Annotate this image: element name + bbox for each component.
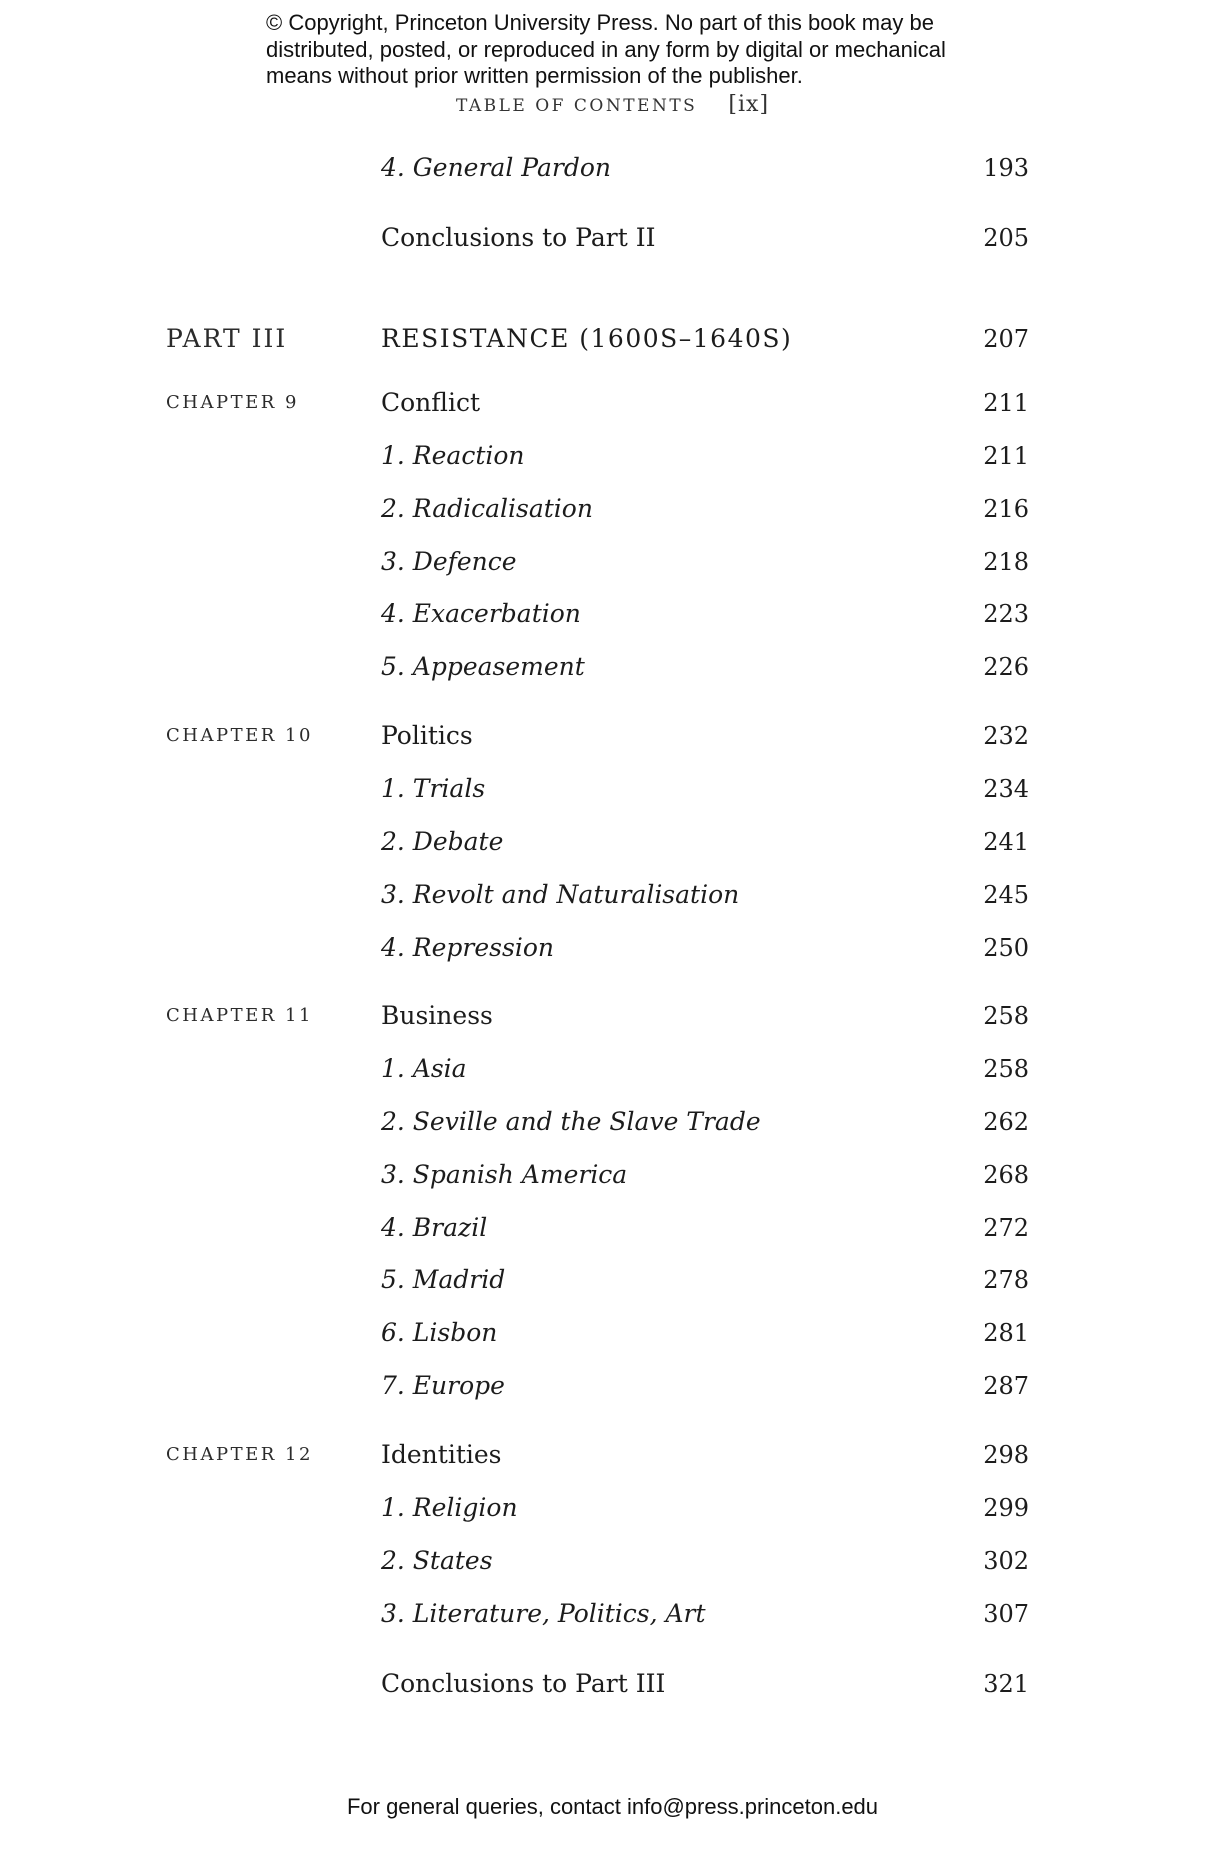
- toc-page-number: 281: [983, 1319, 1029, 1347]
- toc-entry-section: [0, 825, 1225, 865]
- toc-entry-section: [0, 597, 1225, 637]
- toc-entry-section: [0, 1491, 1225, 1531]
- toc-page-number: 258: [983, 1055, 1029, 1083]
- toc-page-number: 211: [983, 389, 1029, 417]
- toc-page-number: 205: [983, 224, 1029, 252]
- toc-page-number: 302: [983, 1547, 1029, 1575]
- footer-contact: For general queries, contact info@press.princeton.edu: [346, 1794, 879, 1819]
- toc-title: 3. Revolt and Naturalisation: [381, 880, 740, 909]
- toc-page-number: 268: [983, 1161, 1029, 1189]
- copyright-line-2: distributed, posted, or reproduced in any form by digital or mechanical: [266, 36, 946, 62]
- toc-page-number: 234: [983, 775, 1029, 803]
- toc-page-number: 250: [983, 934, 1029, 962]
- toc-chapter-title: Politics: [381, 721, 473, 750]
- toc-entry-section: [0, 1105, 1225, 1145]
- toc-entry-section: [0, 151, 1225, 191]
- toc-page-number: 299: [983, 1494, 1029, 1522]
- toc-chapter-title: Conflict: [381, 388, 480, 417]
- toc-title: 1. Reaction: [381, 441, 525, 470]
- toc-entry-chapter: [0, 1438, 1225, 1478]
- toc-title: 4. Repression: [381, 933, 554, 962]
- toc-entry-section: [0, 1052, 1225, 1092]
- toc-chapter-title: Identities: [381, 1440, 502, 1469]
- toc-title: 1. Religion: [381, 1493, 518, 1522]
- toc-part-title: RESISTANCE (1600S–1640S): [381, 324, 793, 353]
- toc-page-number: 207: [983, 325, 1029, 353]
- toc-page-number: 258: [983, 1002, 1029, 1030]
- toc-page-number: 245: [983, 881, 1029, 909]
- toc-title: 4. Exacerbation: [381, 599, 581, 628]
- toc-entry-section: [0, 492, 1225, 532]
- toc-title: 3. Defence: [381, 547, 517, 576]
- toc-entry-conclusion: [0, 1667, 1225, 1707]
- copyright-line-1: © Copyright, Princeton University Press. No part of this book may be: [266, 10, 934, 35]
- toc-title: 2. Seville and the Slave Trade: [381, 1107, 761, 1136]
- toc-title: 5. Madrid: [381, 1265, 506, 1294]
- toc-page-number: 298: [983, 1441, 1029, 1469]
- toc-page-number: 321: [983, 1670, 1029, 1698]
- toc-title: 2. States: [381, 1546, 493, 1575]
- toc-entry-section: [0, 772, 1225, 812]
- toc-chapter-label: CHAPTER 12: [166, 1444, 313, 1465]
- toc-title: 7. Europe: [381, 1371, 505, 1400]
- toc-entry-conclusion: [0, 221, 1225, 261]
- toc-page-number: 272: [983, 1214, 1029, 1242]
- toc-page-number: 262: [983, 1108, 1029, 1136]
- toc-page-number: 223: [983, 600, 1029, 628]
- toc-title: 4. General Pardon: [381, 153, 611, 182]
- toc-title: 2. Debate: [381, 827, 504, 856]
- toc-entry-section: [0, 1369, 1225, 1409]
- toc-entry-section: [0, 1316, 1225, 1356]
- copyright-line-3: means without prior written permission of the publisher.: [266, 63, 803, 88]
- toc-page-number: 226: [983, 653, 1029, 681]
- toc-title: 3. Spanish America: [381, 1160, 628, 1189]
- toc-page-number: 241: [983, 828, 1029, 856]
- toc-title: 4. Brazil: [381, 1213, 488, 1242]
- running-head-page-number: [ix]: [728, 92, 770, 117]
- toc-page-number: 287: [983, 1372, 1029, 1400]
- toc-entry-chapter: [0, 719, 1225, 759]
- toc-title: 1. Asia: [381, 1054, 467, 1083]
- toc-title: 1. Trials: [381, 774, 486, 803]
- toc-entry-section: [0, 931, 1225, 971]
- toc-entry-section: [0, 1158, 1225, 1198]
- toc-page-number: 218: [983, 548, 1029, 576]
- toc-entry-chapter: [0, 386, 1225, 426]
- toc-entry-section: [0, 545, 1225, 585]
- toc-chapter-label: CHAPTER 9: [166, 392, 299, 413]
- toc-part-label: PART III: [166, 324, 288, 353]
- copyright-notice: [266, 10, 1026, 90]
- toc-chapter-label: CHAPTER 11: [166, 1005, 313, 1026]
- toc-page-number: 278: [983, 1266, 1029, 1294]
- toc-title: 2. Radicalisation: [381, 494, 593, 523]
- toc-page-number: 307: [983, 1600, 1029, 1628]
- toc-entry-section: [0, 1211, 1225, 1251]
- toc-entry-section: [0, 1597, 1225, 1637]
- toc-chapter-label: CHAPTER 10: [166, 725, 313, 746]
- running-head: [0, 92, 1225, 117]
- toc-entry-section: [0, 1263, 1225, 1303]
- toc-entry-section: [0, 878, 1225, 918]
- toc-chapter-title: Business: [381, 1001, 493, 1030]
- toc-page-number: 193: [983, 154, 1029, 182]
- toc-entry-section: [0, 1544, 1225, 1584]
- toc-page-number: 232: [983, 722, 1029, 750]
- toc-title: Conclusions to Part II: [381, 223, 656, 252]
- toc-entry-part: [0, 322, 1225, 362]
- running-head-title: TABLE OF CONTENTS: [455, 96, 698, 116]
- toc-title: Conclusions to Part III: [381, 1669, 666, 1698]
- toc-entry-section: [0, 439, 1225, 479]
- toc-title: 5. Appeasement: [381, 652, 585, 681]
- toc-entry-section: [0, 650, 1225, 690]
- toc-entry-chapter: [0, 999, 1225, 1039]
- toc-title: 3. Literature, Politics, Art: [381, 1599, 706, 1628]
- toc-page-number: 211: [983, 442, 1029, 470]
- toc-title: 6. Lisbon: [381, 1318, 498, 1347]
- toc-page-number: 216: [983, 495, 1029, 523]
